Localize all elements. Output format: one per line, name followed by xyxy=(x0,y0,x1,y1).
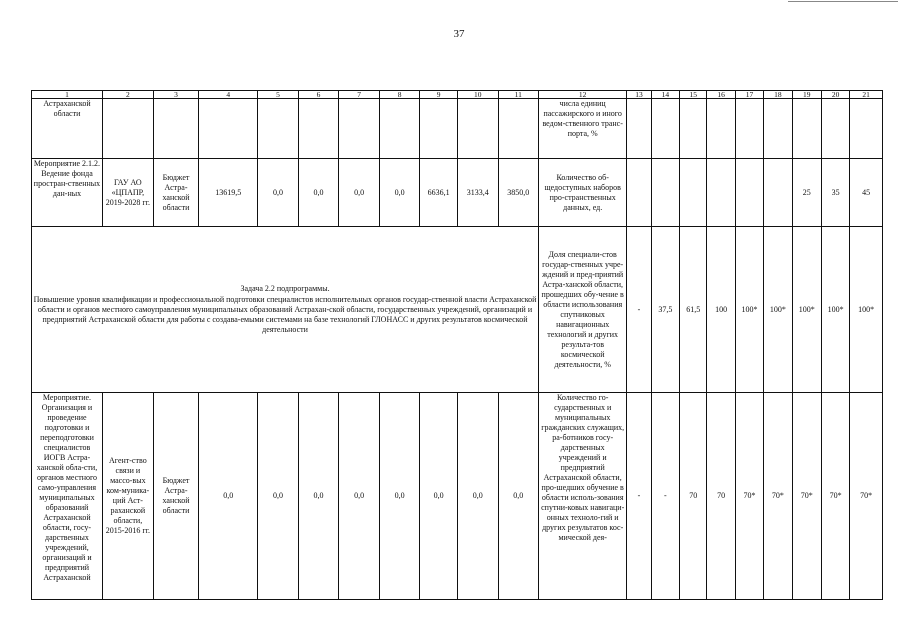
value-cell xyxy=(680,159,707,227)
value-cell: 0,0 xyxy=(339,393,380,600)
value-cell: 13619,5 xyxy=(199,159,258,227)
value-cell: 0,0 xyxy=(298,393,339,600)
indicator-cell: Доля специали-стов государ-ственных учре-ждений и пред-приятий Астра-ханской области, прошедших обу-чение в области использования спутниковых навигационных технологий и других результа-тов космической деятельности, % xyxy=(539,227,627,393)
value-cell: 6636,1 xyxy=(420,159,458,227)
value-cell: - xyxy=(627,227,651,393)
column-number: 18 xyxy=(764,91,792,99)
column-number: 3 xyxy=(153,91,199,99)
column-number: 15 xyxy=(680,91,707,99)
executor-cell: ГАУ АО «ЦПАПР, 2019-2028 гг. xyxy=(103,159,154,227)
task-text: Повышение уровня квалификации и профессиональной подготовки специалистов исполнительных органов государ-ственной власти Астраханской области и органов местного самоуправления муниципальных образований Астрахан-ской области, государственных учреждений, организаций и предприятий Астраханской области для работы с создава-емыми системами на базе технологий ГЛОНАСС и других результатов космической деятельности xyxy=(33,295,537,334)
table-row-training-activity xyxy=(32,393,883,600)
indicator-cell: Количество го-сударственных и муниципальных гражданских служащих, ра-ботников госу-дарственных учреждений и предприятий Астраханской области, про-шедших обучение в области исполь-зования спутни-ковых навигаци-онных техноло-гий и других результатов кос-мической дея- xyxy=(539,393,627,600)
value-cell: 100* xyxy=(764,227,792,393)
table-row-activity-2-1-2 xyxy=(32,159,883,227)
top-rule xyxy=(788,1,898,2)
value-cell: 25 xyxy=(792,159,821,227)
value-cell: 3133,4 xyxy=(457,159,498,227)
task-description-cell xyxy=(32,227,539,393)
value-cell: 100* xyxy=(850,227,883,393)
column-number: 19 xyxy=(792,91,821,99)
value-cell: 0,0 xyxy=(258,159,299,227)
value-cell xyxy=(707,159,735,227)
column-number: 6 xyxy=(298,91,339,99)
column-number: 11 xyxy=(498,91,539,99)
funding-source-cell: Бюджет Астра-ханской области xyxy=(153,393,199,600)
value-cell: - xyxy=(651,393,679,600)
column-number: 20 xyxy=(821,91,849,99)
activity-cell: Мероприятие 2.1.2. Ведение фонда простран-ственных дан-ных xyxy=(32,159,103,227)
value-cell: 35 xyxy=(821,159,849,227)
value-cell: 0,0 xyxy=(339,159,380,227)
indicator-cell: Количество об-щедоступных наборов про-странственных данных, ед. xyxy=(539,159,627,227)
value-cell: 45 xyxy=(850,159,883,227)
table-row-task-2-2 xyxy=(32,227,883,393)
value-cell: 70* xyxy=(792,393,821,600)
value-cell xyxy=(735,159,763,227)
value-cell: 37,5 xyxy=(651,227,679,393)
value-cell xyxy=(627,159,651,227)
value-cell: 100* xyxy=(735,227,763,393)
value-cell: 70* xyxy=(735,393,763,600)
value-cell: 3850,0 xyxy=(498,159,539,227)
value-cell: 100 xyxy=(707,227,735,393)
value-cell: 0,0 xyxy=(457,393,498,600)
column-number: 2 xyxy=(103,91,154,99)
activity-cell: Астраханской области xyxy=(32,99,103,159)
column-number: 13 xyxy=(627,91,651,99)
column-number-row xyxy=(32,91,883,99)
column-number: 7 xyxy=(339,91,380,99)
value-cell: 100* xyxy=(792,227,821,393)
program-table xyxy=(31,90,883,600)
value-cell: 0,0 xyxy=(258,393,299,600)
value-cell: 70* xyxy=(850,393,883,600)
column-number: 14 xyxy=(651,91,679,99)
column-number: 21 xyxy=(850,91,883,99)
column-number: 10 xyxy=(457,91,498,99)
value-cell: 70* xyxy=(764,393,792,600)
column-number: 16 xyxy=(707,91,735,99)
table-row-continuation xyxy=(32,99,883,159)
indicator-cell: числа единиц пассажирского и иного ведом-ственного транс-порта, % xyxy=(539,99,627,159)
task-title: Задача 2.2 подпрограммы. xyxy=(240,284,330,293)
activity-cell: Мероприятие. Организация и проведение подготовки и переподготовки специалистов ИОГВ Астра-ханской обла-сти, органов местного само-управления муниципальных образований Астраханской области, госу-дарственных учреждений, организаций и предприятий Астраханской xyxy=(32,393,103,600)
column-number: 8 xyxy=(379,91,420,99)
value-cell: - xyxy=(627,393,651,600)
value-cell: 70 xyxy=(707,393,735,600)
page-number: 37 xyxy=(453,28,465,40)
column-number: 4 xyxy=(199,91,258,99)
funding-source-cell: Бюджет Астра-ханской области xyxy=(153,159,199,227)
value-cell xyxy=(651,159,679,227)
value-cell: 0,0 xyxy=(498,393,539,600)
value-cell: 0,0 xyxy=(420,393,458,600)
column-number: 9 xyxy=(420,91,458,99)
value-cell: 100* xyxy=(821,227,849,393)
executor-cell: Агент-ство связи и массо-вых ком-муника-ций Аст-раханской области, 2015-2016 гг. xyxy=(103,393,154,600)
value-cell: 61,5 xyxy=(680,227,707,393)
column-number: 17 xyxy=(735,91,763,99)
value-cell xyxy=(764,159,792,227)
value-cell: 0,0 xyxy=(298,159,339,227)
value-cell: 0,0 xyxy=(379,159,420,227)
value-cell: 0,0 xyxy=(379,393,420,600)
column-number: 1 xyxy=(32,91,103,99)
column-number: 5 xyxy=(258,91,299,99)
value-cell: 70* xyxy=(821,393,849,600)
column-number: 12 xyxy=(539,91,627,99)
value-cell: 70 xyxy=(680,393,707,600)
value-cell: 0,0 xyxy=(199,393,258,600)
